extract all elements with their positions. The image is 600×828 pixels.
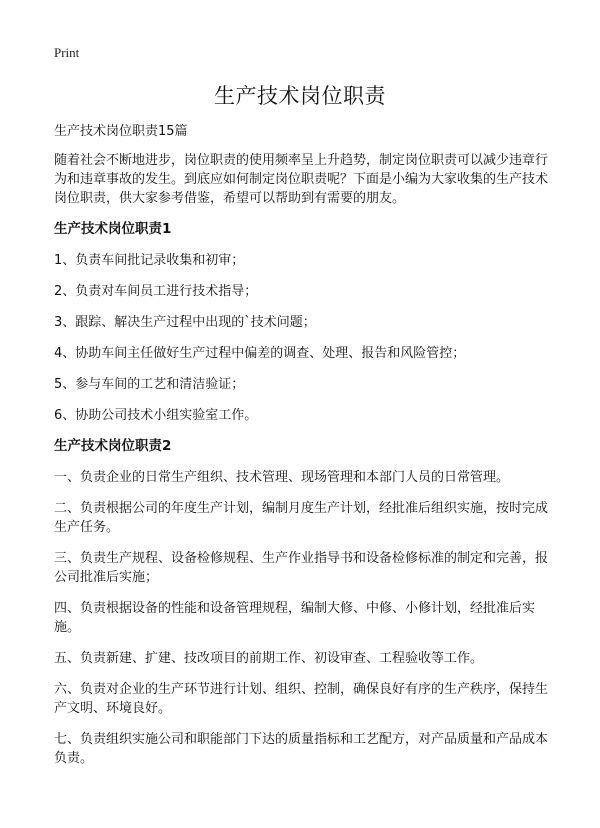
list-item: 四、负责根据设备的性能和设备管理规程，编制大修、中修、小修计划，经批准后实施。: [54, 601, 536, 635]
document-subtitle: 生产技术岗位职责15篇: [54, 124, 188, 139]
list-item: 二、负责根据公司的年度生产计划，编制月度生产计划，经批准后组织实施，按时完成生产任务。: [54, 501, 549, 535]
list-item: 六、负责对企业的生产环节进行计划、组织、控制，确保良好有序的生产秩序，保持生产文明、环境良好。: [54, 682, 549, 716]
list-item: 2、负责对车间员工进行技术指导；: [54, 284, 258, 299]
print-link[interactable]: Print: [54, 45, 80, 60]
section-2: [54, 437, 550, 768]
list-item: 三、负责生产规程、设备检修规程、生产作业指导书和设备检修标准的制定和完善，报公司批准后实施；: [54, 551, 549, 585]
list-item: 4、协助车间主任做好生产过程中偏差的调查、处理、报告和风险管控；: [54, 346, 466, 361]
page-title: 生产技术岗位职责: [214, 84, 386, 108]
list-item: 3、跟踪、解决生产过程中出现的`技术问题；: [54, 315, 316, 330]
list-item: 6、协助公司技术小组实验室工作。: [54, 408, 258, 423]
section-1: [54, 220, 550, 425]
intro-paragraph: 随着社会不断地进步，岗位职责的使用频率呈上升趋势，制定岗位职责可以减少违章行为和违章事故的发生。到底应如何制定岗位职责呢？下面是小编为大家收集的生产技术岗位职责，供大家参考借鉴，希望可以帮助到有需要的朋友。: [54, 153, 549, 206]
list-item: 5、参与车间的工艺和清洁验证；: [54, 377, 245, 392]
list-item: 七、负责组织实施公司和职能部门下达的质量指标和工艺配方，对产品质量和产品成本负责。: [54, 732, 549, 766]
list-item: 五、负责新建、扩建、技改项目的前期工作、初设审查、工程验收等工作。: [54, 651, 484, 666]
section-heading: 生产技术岗位职责2: [54, 438, 172, 454]
list-item: 一、负责企业的日常生产组织、技术管理、现场管理和本部门人员的日常管理。: [54, 470, 510, 485]
list-item: 1、负责车间批记录收集和初审；: [54, 253, 245, 268]
section-heading: 生产技术岗位职责1: [54, 221, 172, 237]
document-body: [54, 122, 550, 780]
